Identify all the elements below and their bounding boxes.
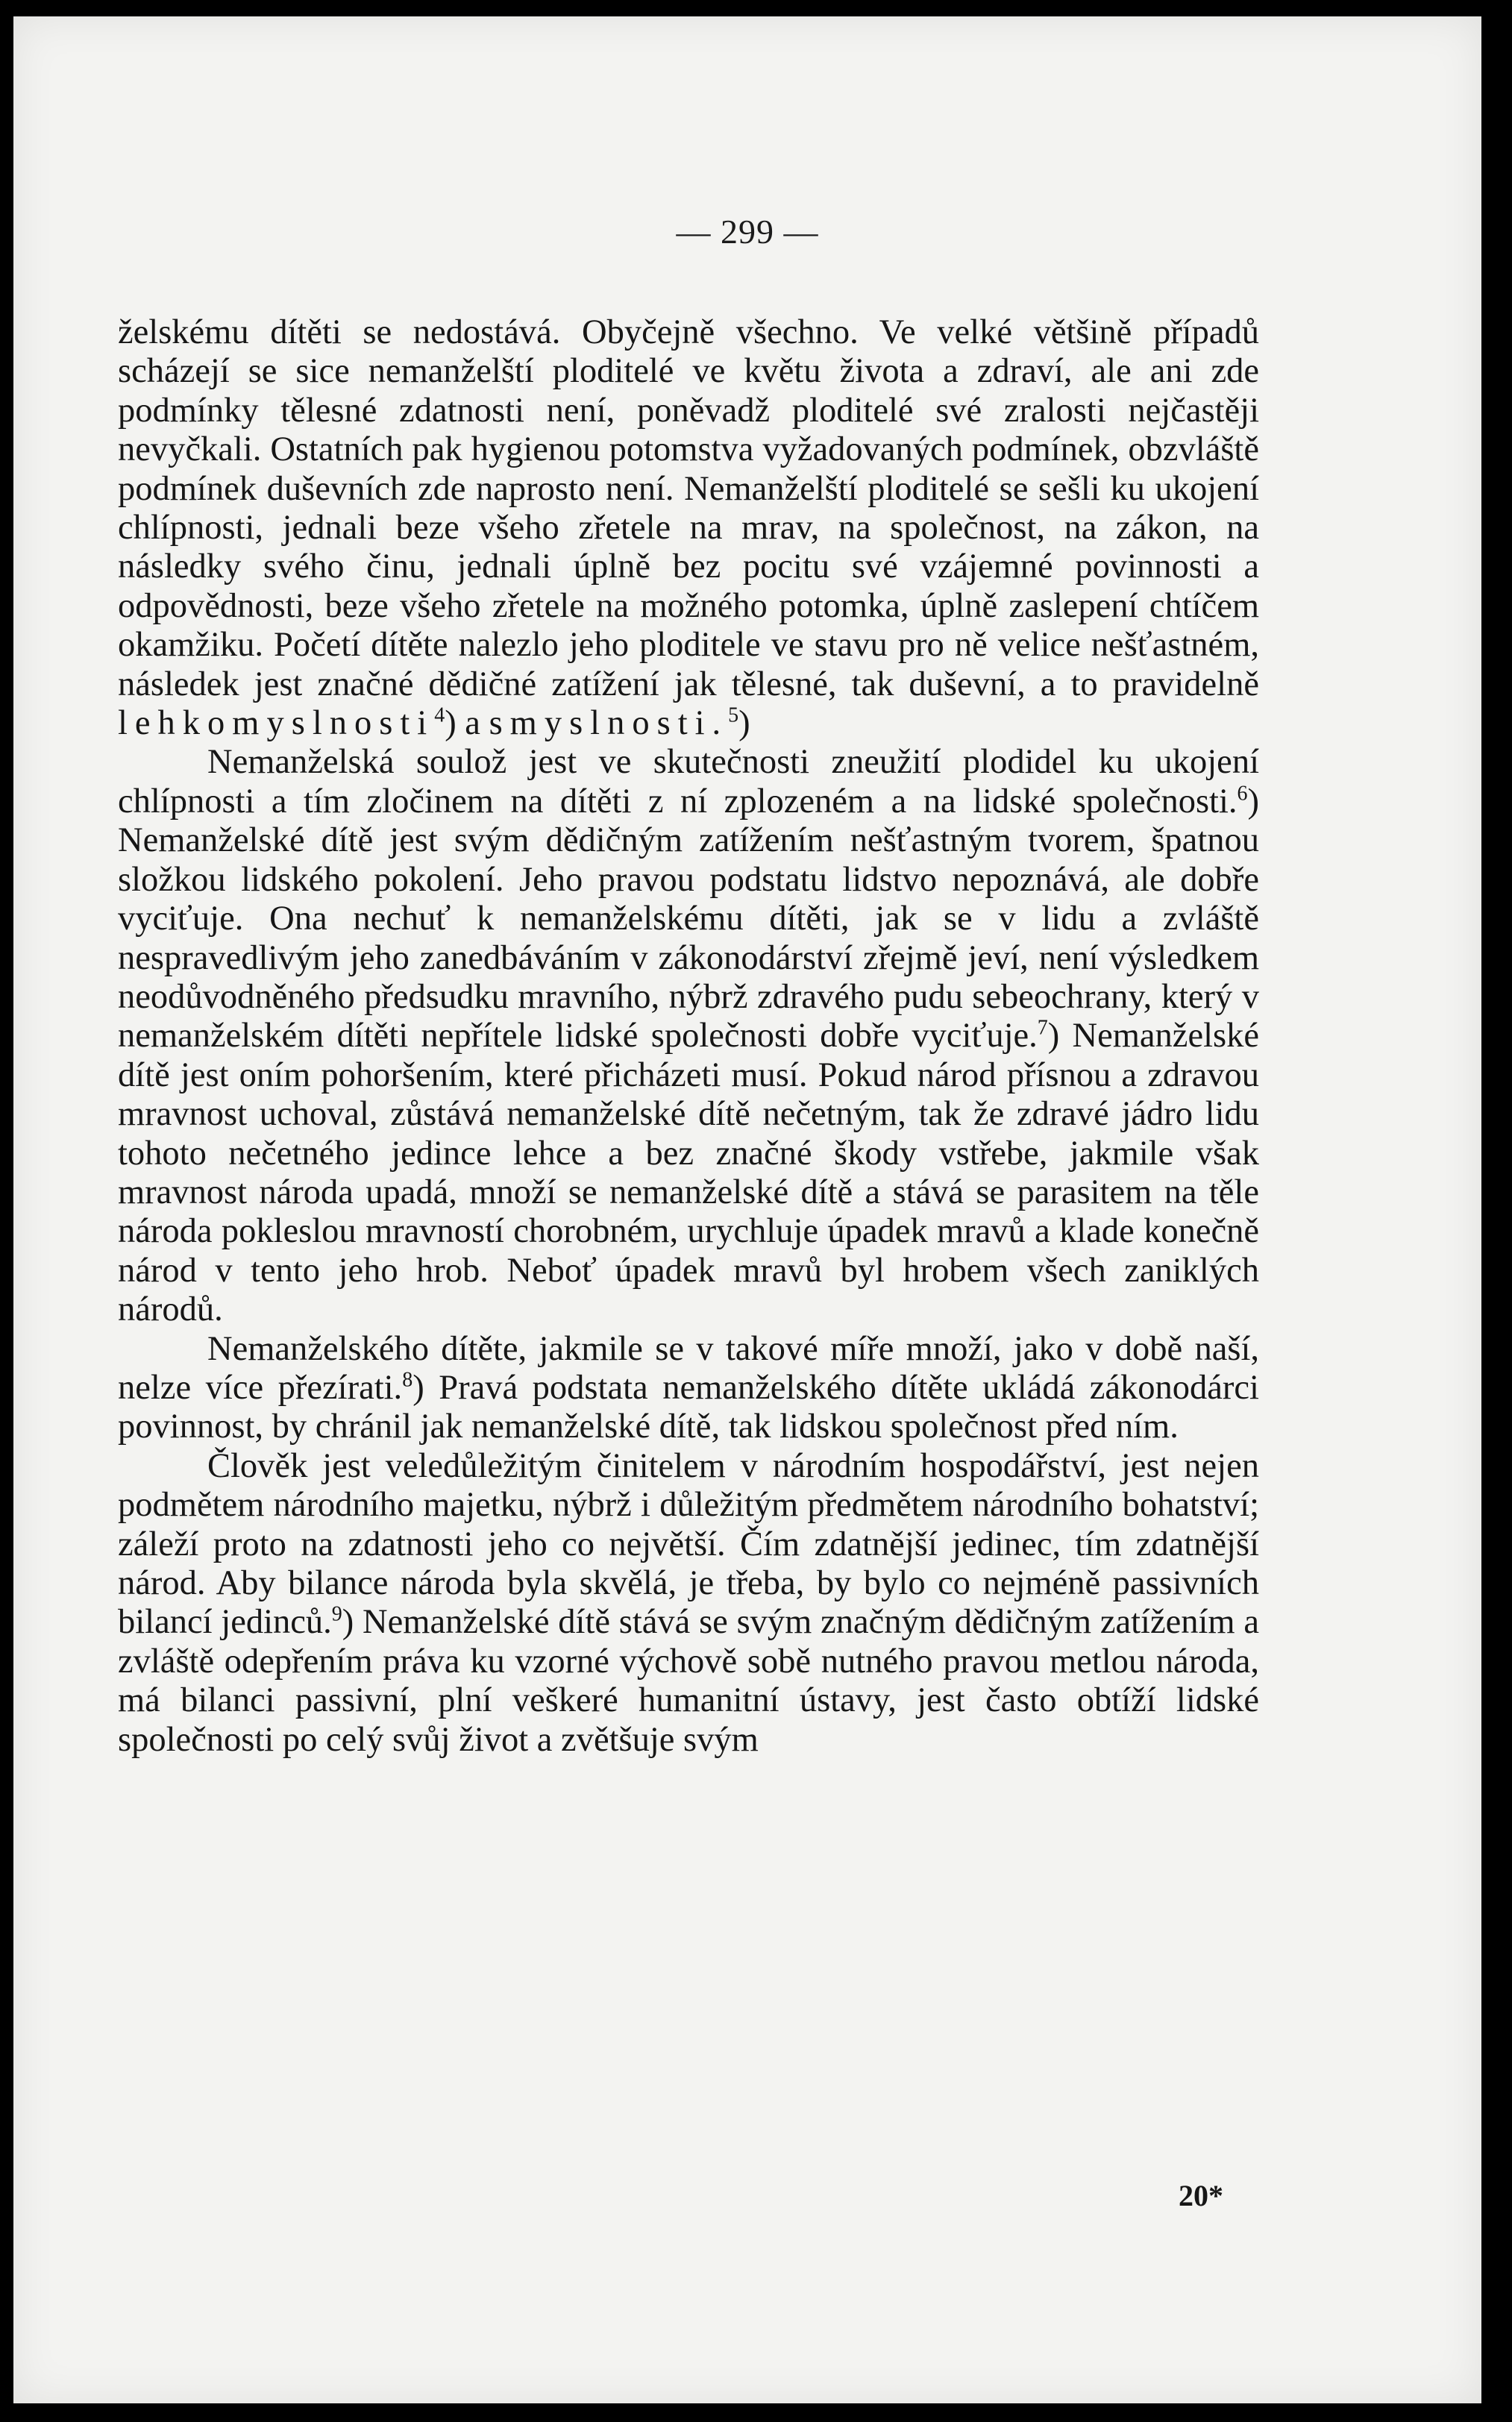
- footnote-ref: 9: [331, 1602, 342, 1626]
- text-run: ) Nemanželské dítě stává se svým značným dědičným zatížením a zvláště odepřením práva ku vzorné výchově sobě nutného pravou metlou národa, má bilanci passivní, plní veškeré humanitní ústavy, jest často obtíží lidské společnosti po celý svůj život a zvětšuje svým: [118, 1603, 1259, 1759]
- text-run: ): [738, 704, 750, 743]
- footnote-ref: 7: [1037, 1016, 1048, 1040]
- text-run: Nemanželská soulož jest ve skutečnosti zneužití plodidel ku ukojení chlípnosti a tím zločinem na dítěti z ní zplozeném a na lidské společnosti.: [118, 743, 1259, 821]
- text-run: Člověk jest veledůležitým činitelem v národním hospodářství, jest nejen podmětem národního majetku, nýbrž i důležitým předmětem národního bohatství; záleží proto na zdatnosti jeho co největší. Čím zdatnější jedinec, tím zdatnější národ. Aby bilance národa byla skvělá, je třeba, by bylo co nejméně passivních bilancí jedinců.: [118, 1446, 1259, 1642]
- paragraph: [118, 1447, 1259, 1760]
- footnote-ref: 8: [402, 1368, 413, 1392]
- footnote-ref: 4: [434, 703, 445, 727]
- footnote-ref: 5: [728, 703, 739, 727]
- text-run: ) Nemanželské dítě jest svým dědičným zatížením nešťastným tvorem, špatnou složkou lidského pokolení. Jeho pravou podstatu lidstvo nepoznává, ale dobře vyciťuje. Ona nechuť k nemanželskému dítěti, jak se v lidu a zvláště nespravedlivým jeho zanedbáváním v zákonodárství zřejmě jeví, není výsledkem neodůvodněného předsudku mravního, nýbrž zdravého pudu sebeochrany, který v nemanželském dítěti nepřítele lidské společnosti dobře vyciťuje.: [118, 782, 1259, 1055]
- text-run: ) Nemanželské dítě jest oním pohoršením, které přicházeti musí. Pokud národ přísnou a zdravou mravnost uchoval, zůstává nemanželské dítě nečetným, tak že zdravé jádro lidu tohoto nečetného jedince lehce a bez značné škody vstřebe, jakmile však mravnost národa upadá, množí se nemanželské dítě a stává se parasitem na těle národa pokleslou mravností chorobném, urychluje úpadek mravů a klade konečně národ v tento jeho hrob. Neboť úpadek mravů byl hrobem všech zaniklých národů.: [118, 1017, 1259, 1329]
- text-run: Nemanželského dítěte, jakmile se v takové míře množí, jako v době naší, nelze více přezírati.: [118, 1329, 1259, 1407]
- paragraph: [118, 1330, 1259, 1447]
- book-page: [13, 16, 1481, 2403]
- text-run: ) Pravá podstata nemanželského dítěte ukládá zákonodárci povinnost, by chránil jak nemanželské dítě, tak lidskou společnost před ním.: [118, 1368, 1259, 1446]
- footnote-ref: 6: [1237, 782, 1248, 806]
- page-number: — 299 —: [676, 213, 819, 251]
- paragraph: [118, 313, 1259, 743]
- emphasized-text: lehkomyslnosti: [118, 704, 435, 743]
- paragraph: [118, 743, 1259, 1329]
- text-run: ) a: [445, 704, 489, 743]
- emphasized-text: smyslnosti.: [489, 704, 729, 743]
- signature-mark: 20*: [1179, 2179, 1223, 2212]
- body-text: [118, 313, 1259, 1760]
- text-run: želskému dítěti se nedostává. Obyčejně všechno. Ve velké většině případů scházejí se sice nemanželští ploditelé ve květu života a zdraví, ale ani zde podmínky tělesné zdatnosti není, poněvadž ploditelé své zralosti nejčastěji nevyčkali. Ostatních pak hygienou potomstva vyžadovaných podmínek, obzvláště podmínek duševních zde naprosto není. Nemanželští ploditelé se sešli ku ukojení chlípnosti, jednali beze všeho zřetele na mrav, na společnost, na zákon, na následky svého činu, jednali úplně bez pocitu své vzájemné povinnosti a odpovědnosti, beze všeho zřetele na možného potomka, úplně zaslepení chtíčem okamžiku. Početí dítěte nalezlo jeho ploditele ve stavu pro ně velice nešťastném, následek jest značné dědičné zatížení jak tělesné, tak duševní, a to pravidelně: [118, 313, 1259, 703]
